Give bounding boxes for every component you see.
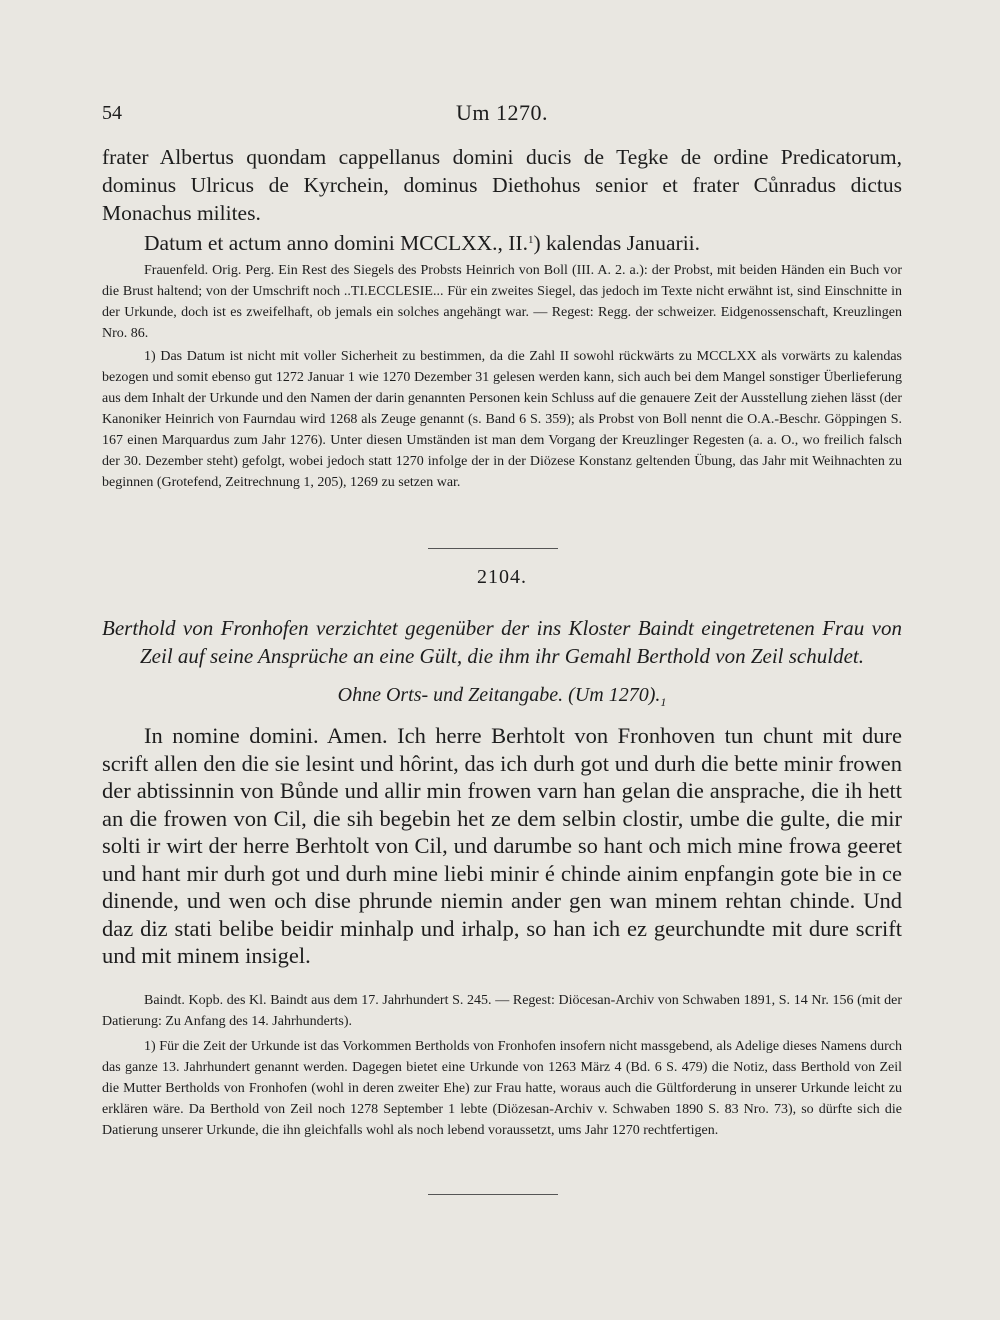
document-number: 2104. <box>477 566 527 588</box>
footnote: 1) Für die Zeit der Urkunde ist das Vorkommen Bertholds von Fronhofen insofern nicht massgebend, als Adelige dieses Namens durch das ganze 13. Jahrhundert genannt werden. Dagegen bietet eine Urkunde von 1263 März 4 (Bd. 6 S. 479) die Notiz, dass Berthold von Zeil die Mutter Bertholds von Fronhofen (wohl in deren zweiter Ehe) zur Frau hatte, woraus auch die Gültforderung in unserer Urkunde leicht zu erklären wäre. Da Berthold von Zeil noch 1278 September 1 lebte (Diözesan-Archiv v. Schwaben 1890 S. 83 Nro. 73), so dürfte sich die Datierung unserer Urkunde, die ihn gleichfalls wohl als noch lebend voraussetzt, ums Jahr 1270 rechtfertigen. <box>102 1039 902 1138</box>
datum-end: ) kalendas Januarii. <box>533 231 701 255</box>
footnote-ref: 1 <box>527 234 534 246</box>
datum-text: Datum et actum anno domini MCCLXX., II. <box>144 231 528 255</box>
source-note: Frauenfeld. Orig. Perg. Ein Rest des Siegels des Probsts Heinrich von Boll (III. A. 2. a.): der Probst, mit beiden Händen ein Buch vor die Brust haltend; von der Umschrift noch ..TI.ECCLESIE... Für ein zweites Siegel, das jedoch im Texte nicht erwähnt ist, sind Einschnitte in der Urkunde, doch ist es zweifelhaft, ob jemals ein solches angehängt war. — Regest: Regg. der schweizer. Eidgenossenschaft, Kreuzlingen Nro. 86. <box>102 263 902 341</box>
document-body: In nomine domini. Amen. Ich herre Berhtolt von Fronhoven tun chunt mit dure scrift allen den die sie lesint und hôrint, das ich durh got und durh die bette minir frowen der abtissinnin von Bůnde und allir min frowen varn han gelan die ansprache, die ih hett an die frowen von Cil, die sih begebin het ze dem selbin clostir, umbe die gulte, die mir solti ir wirt der herre Berhtolt von Cil, und darumbe so hant och mich mine frowa geeret und hant mir durh got und durh mine liebi minir é chinde ainim enpfangin gote bie in ce dinende, und wen och dise phrunde niemin ander gen wan minem rehtan chinde. Und daz diz stati belibe beidir minhalp und irhalp, so han ich ez geurchundte mit dure scrift und mit minem insigel. <box>102 723 902 968</box>
regest: Berthold von Fronhofen verzichtet gegenüber der ins Kloster Baindt eingetretenen Frau von Zeil auf seine Ansprüche an eine Gült, die ihm ihr Gemahl Berthold von Zeil schuldet. <box>102 616 902 668</box>
section-divider <box>428 548 558 549</box>
date-text: Ohne Orts- und Zeitangabe. (Um 1270). <box>337 684 661 706</box>
previous-document-end <box>102 143 902 257</box>
section-divider <box>428 1194 558 1195</box>
page-header <box>102 96 902 130</box>
datum-line <box>102 229 902 257</box>
running-title: Um 1270. <box>456 100 548 125</box>
source-note: Baindt. Kopb. des Kl. Baindt aus dem 17. Jahrhundert S. 245. — Regest: Diöcesan-Archiv von Schwaben 1891, S. 14 Nr. 156 (mit der Datierung: Zu Anfang des 14. Jahrhunderts). <box>102 993 902 1029</box>
witness-list: frater Albertus quondam cappellanus domini ducis de Tegke de ordine Predicatorum, dominus Ulricus de Kyrchein, dominus Diethohus senior et frater Cůnradus dictus Monachus milites. <box>102 145 902 225</box>
document-text <box>102 722 902 970</box>
previous-source-note <box>102 260 902 493</box>
date-line <box>102 684 902 710</box>
document-source-note <box>102 990 902 1141</box>
footnote: 1) Das Datum ist nicht mit voller Sicherheit zu bestimmen, da die Zahl II sowohl rückwärts zu MCCLXX als vorwärts zu kalendas bezogen und somit ebenso gut 1272 Januar 1 wie 1270 Dezember 31 gelesen werden kann, sich auch bei dem Mangel sonstiger Überlieferung aus dem Inhalt der Urkunde und den Namen der darin genannten Personen kein Schluss auf die genauere Zeit der Ausstellung ziehen lässt (der Kanoniker Heinrich von Faurndau wird 1268 als Zeuge genannt (s. Band 6 S. 359); als Probst von Boll nennt die O.A.-Beschr. Göppingen S. 167 einen Marquardus zum Jahr 1276). Unter diesen Umständen ist man dem Vorgang der Kreuzlinger Regesten (a. a. O., wo freilich falsch der 30. Dezember steht) gefolgt, wobei jedoch statt 1270 infolge der in der Diözese Konstanz geltenden Übung, das Jahr mit Weihnachten zu beginnen (Grotefend, Zeitrechnung 1, 205), 1269 zu setzen war. <box>102 349 902 490</box>
page-number: 54 <box>102 102 122 124</box>
footnote-ref: 1 <box>660 695 667 709</box>
